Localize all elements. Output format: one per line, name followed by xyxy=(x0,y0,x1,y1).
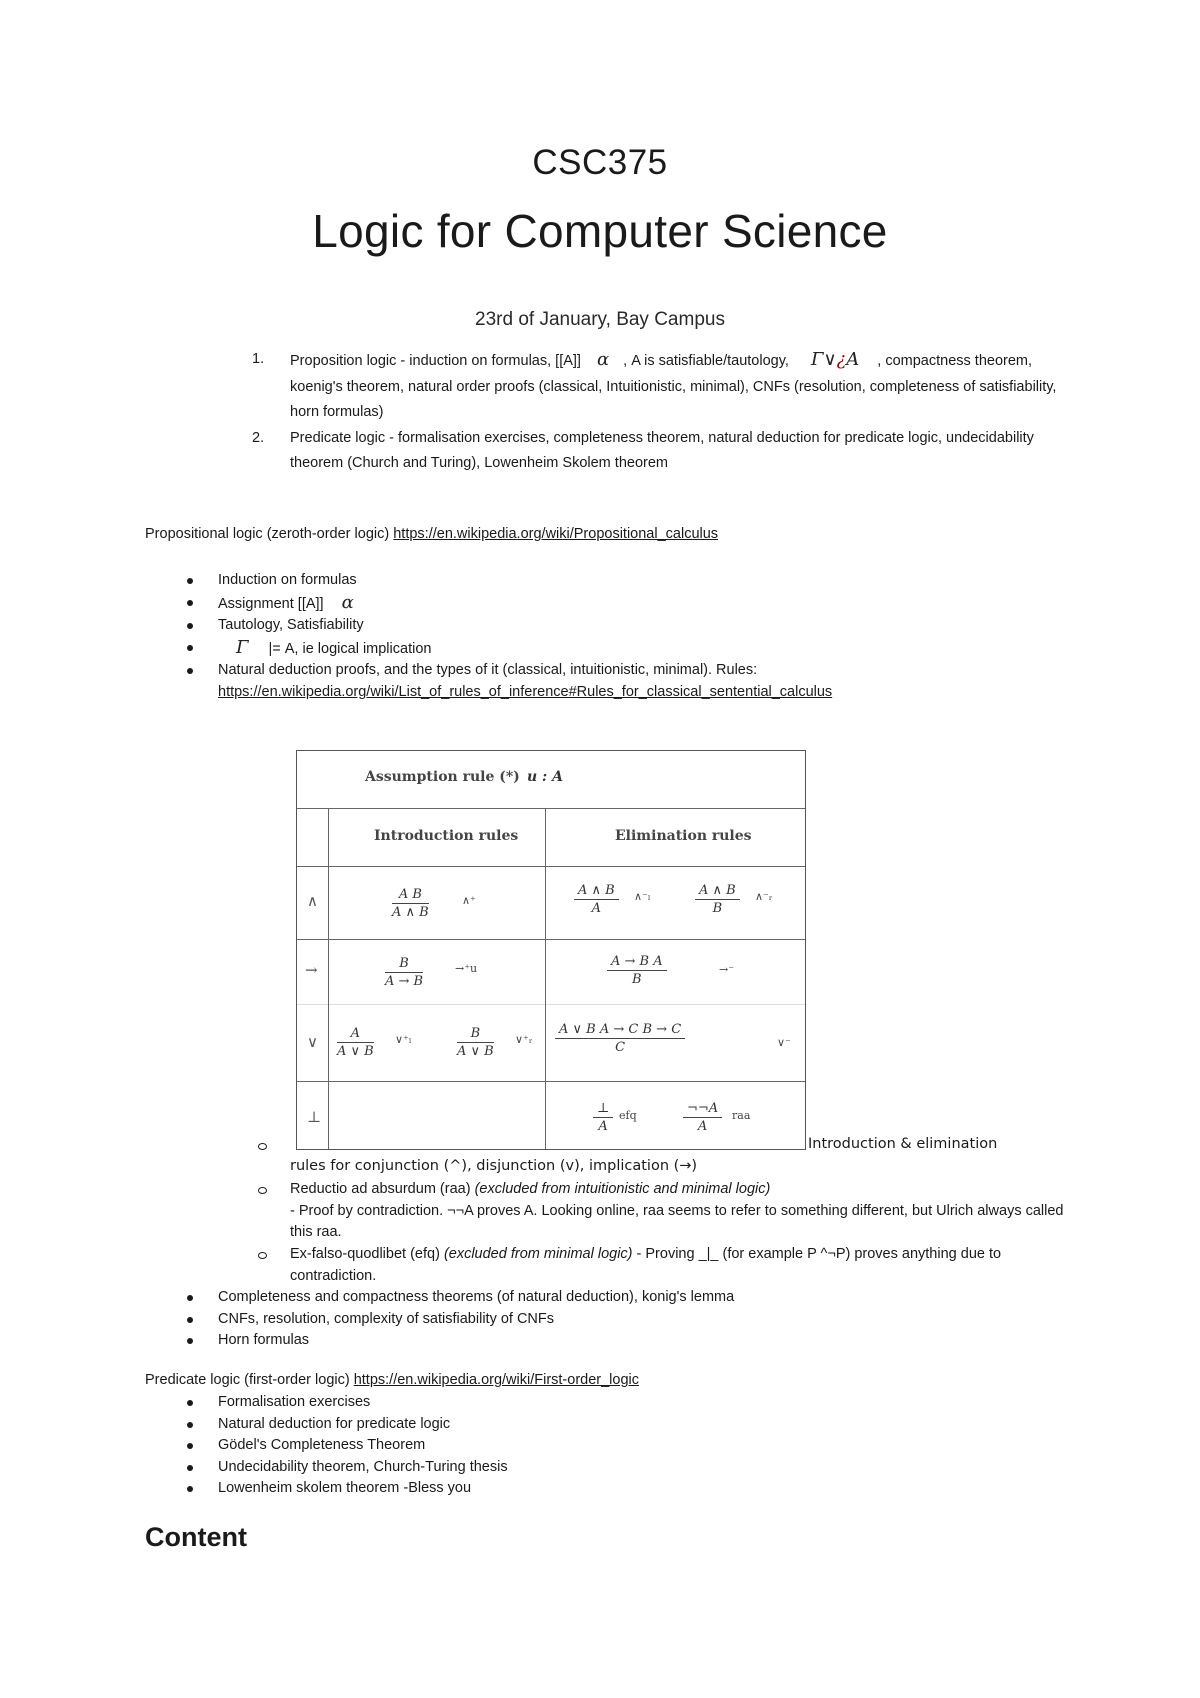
premise: ¬¬A xyxy=(683,1101,722,1118)
imp-elim-rule xyxy=(607,954,667,987)
bullet-icon xyxy=(187,1400,193,1406)
sub-bullet-icon xyxy=(258,1143,267,1150)
natural-deduction-rules-table xyxy=(296,750,806,1150)
premise: A ∧ B xyxy=(695,883,740,900)
course-title: Logic for Computer Science xyxy=(312,205,888,257)
course-code: CSC375 xyxy=(532,143,668,182)
item-text: Gödel's Completeness Theorem xyxy=(218,1437,426,1453)
heading-text: Predicate logic (first-order logic) xyxy=(145,1372,354,1388)
inverted-question-symbol: ¿ xyxy=(836,349,847,370)
list-item xyxy=(185,570,1085,592)
session-subtitle: 23rd of January, Bay Campus xyxy=(475,309,725,330)
overview-item-1 xyxy=(252,347,1082,426)
item-text: Proposition logic - induction on formulas, [[A]] xyxy=(290,353,581,369)
or-elim-label: ∨⁻ xyxy=(777,1036,791,1049)
premise: B xyxy=(385,956,423,973)
content-heading: Content xyxy=(145,1522,247,1552)
item-number: 2. xyxy=(252,429,265,446)
efq-bullet xyxy=(290,1244,1070,1287)
item-text: |= A, ie logical implication xyxy=(268,640,432,657)
bullet-icon xyxy=(187,1338,193,1344)
predicate-heading xyxy=(145,1372,639,1388)
propositional-bullets xyxy=(185,570,1085,703)
introduction-rules-header: Introduction rules xyxy=(374,828,519,844)
alpha-symbol: α xyxy=(341,591,354,613)
item-text: Induction on formulas xyxy=(218,572,357,588)
conclusion: A → B xyxy=(385,974,424,989)
list-item xyxy=(185,1330,1085,1352)
raa-bullet xyxy=(290,1179,1070,1244)
premise: A ∨ B A → C B → C xyxy=(555,1022,685,1039)
bullet-icon xyxy=(187,623,193,629)
or-intro-right-rule xyxy=(457,1026,494,1059)
item-text: , A is satisfiable/tautology, xyxy=(623,353,789,369)
bullet-icon xyxy=(187,668,193,674)
conclusion: A xyxy=(697,1119,708,1134)
bullet-icon xyxy=(187,600,193,606)
conclusion: A xyxy=(598,1119,608,1134)
item-text: Tautology, Satisfiability xyxy=(218,617,364,633)
or-intro-right-label: ∨⁺ᵣ xyxy=(515,1033,533,1046)
alpha-symbol: α xyxy=(596,349,610,370)
list-item xyxy=(185,592,1085,616)
list-item xyxy=(185,1457,1085,1479)
raa-label: raa xyxy=(732,1109,751,1122)
item-text: CNFs, resolution, complexity of satisfiability of CNFs xyxy=(218,1310,555,1327)
conjunction-symbol: ∧ xyxy=(307,892,318,910)
bullet-icon xyxy=(187,1486,193,1492)
falsum-symbol: ⊥ xyxy=(307,1108,322,1126)
item-text: Completeness and compactness theorems (of natural deduction), konig's lemma xyxy=(218,1289,735,1305)
disjunction-symbol: ∨ xyxy=(307,1033,318,1051)
conclusion: B xyxy=(632,972,642,987)
item-text: Undecidability theorem, Church-Turing thesis xyxy=(218,1458,508,1475)
item-text: Assignment [[A]] xyxy=(218,595,324,612)
item-text: - Proof by contradiction. ¬¬A proves A. Looking online, raa seems to refer to something different, but Ulrich always called this raa. xyxy=(290,1202,1064,1240)
item-text: Lowenheim skolem theorem -Bless you xyxy=(218,1480,472,1496)
propositional-bullets-continued xyxy=(185,1287,1085,1352)
list-item xyxy=(185,637,1085,661)
gamma-or-symbol: Γ∨ xyxy=(810,349,837,370)
imp-intro-rule xyxy=(385,956,423,989)
or-elim-rule xyxy=(555,1022,685,1055)
conclusion: A ∨ B xyxy=(457,1044,494,1059)
and-intro-rule xyxy=(392,887,429,920)
propositional-wiki-link[interactable]: https://en.wikipedia.org/wiki/Propositional_calculus xyxy=(393,526,719,542)
table-caption-a: Introduction & elimination xyxy=(808,1136,998,1152)
raa-rule xyxy=(683,1101,722,1134)
bullet-icon xyxy=(187,1317,193,1323)
premise: A ∧ B xyxy=(574,883,619,900)
list-item xyxy=(185,1392,1085,1414)
bullet-icon xyxy=(187,1422,193,1428)
conclusion: C xyxy=(615,1040,626,1055)
imp-intro-label: →⁺u xyxy=(455,962,478,975)
and-elim-left-label: ∧⁻ₗ xyxy=(634,890,651,903)
or-intro-left-rule xyxy=(337,1026,374,1059)
item-text: Ex-falso-quodlibet (efq) xyxy=(290,1246,444,1262)
bullet-icon xyxy=(187,645,193,651)
item-text: Formalisation exercises xyxy=(218,1394,371,1410)
premise: A xyxy=(337,1026,374,1043)
item-text: , compactness theorem, koenig's theorem, natural order proofs (classical, Intuitionistic, minimal), CNFs (resolution, completeness of satisfiability, horn formulas) xyxy=(290,353,1057,420)
bullet-icon xyxy=(187,1443,193,1449)
imp-elim-label: →⁻ xyxy=(719,963,735,976)
bullet-icon xyxy=(187,1295,193,1301)
bullet-icon xyxy=(187,578,193,584)
item-text: Natural deduction proofs, and the types of it (classical, intuitionistic, minimal). Rules: xyxy=(218,662,758,678)
and-elim-right-label: ∧⁻ᵣ xyxy=(755,890,773,903)
list-item xyxy=(185,1309,1085,1331)
premise: A B xyxy=(392,887,429,904)
item-note: (excluded from minimal logic) xyxy=(443,1246,633,1262)
list-item xyxy=(185,615,1085,637)
premise: A → B A xyxy=(607,954,667,971)
bullet-icon xyxy=(187,1465,193,1471)
list-item xyxy=(185,1478,1085,1500)
and-elim-right-rule xyxy=(695,883,740,916)
item-number: 1. xyxy=(252,351,265,367)
overview-item-2 xyxy=(252,426,1082,477)
list-item xyxy=(185,1287,1085,1309)
predicate-wiki-link[interactable]: https://en.wikipedia.org/wiki/First-order_logic xyxy=(353,1372,639,1388)
heading-text: Propositional logic (zeroth-order logic) xyxy=(145,526,394,542)
conclusion: A xyxy=(591,901,602,916)
table-caption-b: rules for conjunction (^), disjunction (v), implication (→) xyxy=(290,1158,698,1174)
and-intro-label: ∧⁺ xyxy=(462,894,476,907)
implication-symbol: → xyxy=(305,961,318,979)
item-text: Predicate logic - formalisation exercises, completeness theorem, natural deduction for predicate logic, undecidability theorem (Church and Turing), Lowenheim Skolem theorem xyxy=(290,429,1034,471)
item-text: Horn formulas xyxy=(218,1332,310,1348)
item-text: - Proving _|_ (for example P ^¬P) proves anything due to contradiction. xyxy=(290,1246,1002,1284)
efq-label: efq xyxy=(619,1109,637,1122)
and-elim-left-rule xyxy=(574,883,619,916)
assumption-rule-label: Assumption rule (*) xyxy=(365,769,520,785)
list-item xyxy=(185,660,1085,703)
conclusion: A ∨ B xyxy=(337,1044,374,1059)
list-item xyxy=(185,1435,1085,1457)
item-note: (excluded from intuitionistic and minimal logic) xyxy=(474,1181,771,1197)
assumption-formula: u : A xyxy=(527,769,563,785)
elimination-rules-header: Elimination rules xyxy=(615,828,752,844)
conclusion: B xyxy=(712,901,723,916)
sub-bullet-icon xyxy=(258,1252,267,1259)
a-symbol: A xyxy=(846,349,860,370)
premise: ⊥ xyxy=(593,1101,613,1118)
predicate-bullets xyxy=(185,1392,1085,1500)
sub-bullet-icon xyxy=(258,1187,267,1194)
inference-rules-link[interactable]: https://en.wikipedia.org/wiki/List_of_rules_of_inference#Rules_for_classical_sentential_calculus xyxy=(218,683,833,700)
efq-rule xyxy=(593,1101,613,1134)
conclusion: A ∧ B xyxy=(392,905,429,920)
or-intro-left-label: ∨⁺ₗ xyxy=(395,1033,412,1046)
premise: B xyxy=(457,1026,494,1043)
item-text: Reductio ad absurdum (raa) xyxy=(290,1181,475,1197)
list-item xyxy=(185,1414,1085,1436)
overview-list xyxy=(252,347,1082,477)
propositional-heading xyxy=(145,526,718,542)
gamma-symbol: Γ xyxy=(236,636,249,658)
item-text: Natural deduction for predicate logic xyxy=(218,1415,451,1432)
